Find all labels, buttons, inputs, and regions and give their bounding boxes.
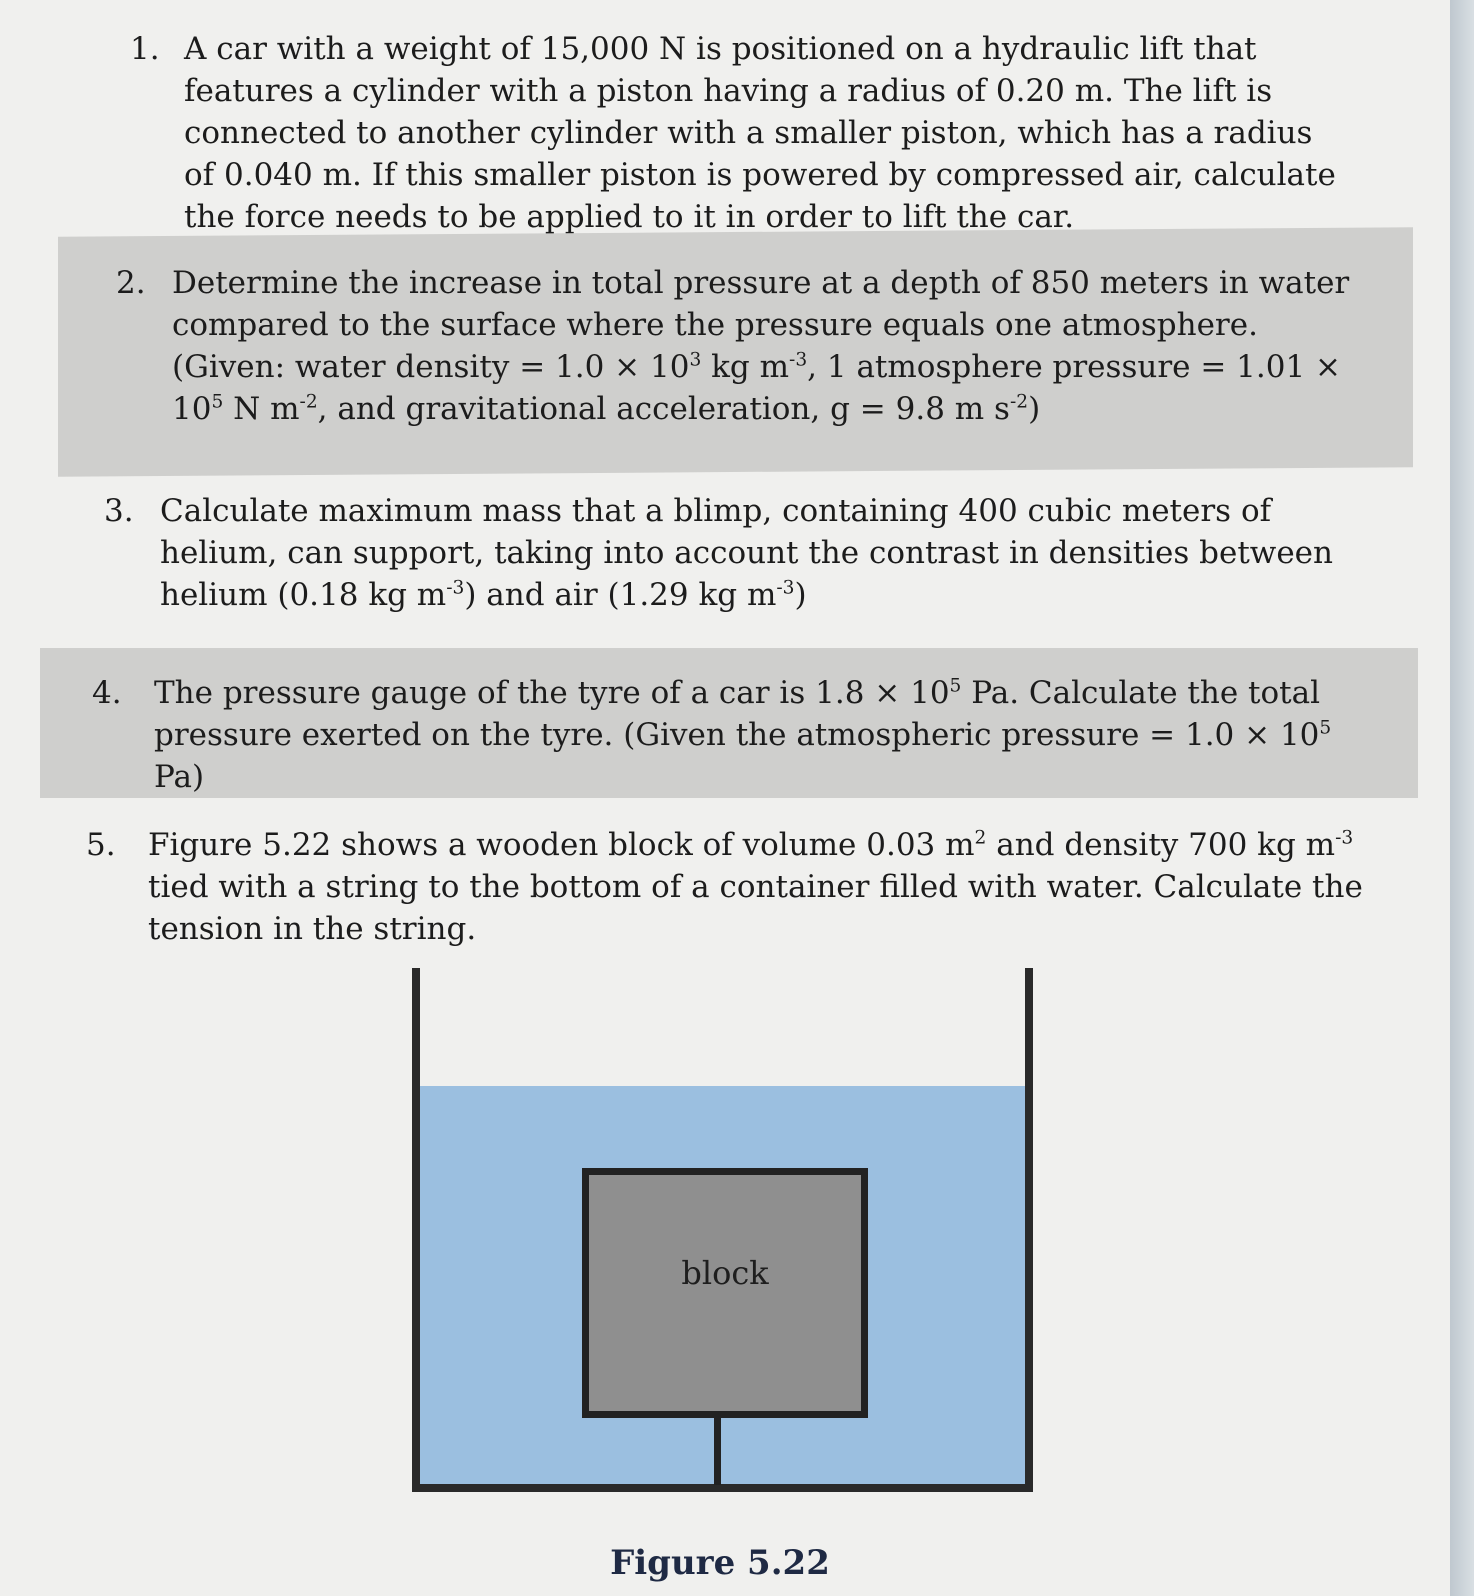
block-label: block	[681, 1254, 769, 1292]
question-text: A car with a weight of 15,000 N is positioned on a hydraulic lift that features a cylinder with a piston having a radius of 0.20 m. The lift is connected to another cylinder with a smaller piston, which has a radius of 0.040 m. If this smaller piston is powered by compressed air, calculate the force needs to be applied to it in order to lift the car.	[184, 31, 1336, 235]
question-text: The pressure gauge of the tyre of a car is $1.8 \times 10^5$ Pa. Calculate the total pressure exerted on the tyre. (Given the atmospheric pressure = $1.0 \times 10^5$ Pa)	[154, 675, 1332, 795]
question-text: Calculate maximum mass that a blimp, containing 400 cubic meters of helium, can support, taking into account the contrast in densities between helium (0.18 kg $m^{-3}$) and air (1.29 kg $m^{-3}$)	[160, 493, 1333, 613]
question-number: 4.	[92, 675, 122, 711]
question-number: 1.	[130, 31, 160, 67]
page-edge	[1450, 0, 1474, 1596]
question-number: 2.	[116, 265, 146, 301]
question-text: Determine the increase in total pressure at a depth of 850 meters in water compared to the surface where the pressure equals one atmosphere. (Given: water density = $1.0 \times 10^3$ kg $m^{-3}$, 1 atmosphere pressure = $1.01 \times 10^5$ N $m^{-2}$, and gravitational acceleration, g = 9.8 m $s^{-2}$)	[172, 265, 1350, 427]
figure-caption: Figure 5.22	[610, 1543, 830, 1583]
question-text: Figure 5.22 shows a wooden block of volume 0.03 $m^2$ and density 700 kg $m^{-3}$ tied with a string to the bottom of a container filled with water. Calculate the tension in the string.	[148, 827, 1363, 947]
container-left-wall	[412, 968, 420, 1492]
container-bottom	[412, 1484, 1033, 1492]
question-number: 3.	[104, 493, 134, 529]
question-number: 5.	[86, 827, 116, 863]
wooden-block	[582, 1168, 868, 1418]
container-right-wall	[1025, 968, 1033, 1492]
string	[714, 1411, 721, 1485]
